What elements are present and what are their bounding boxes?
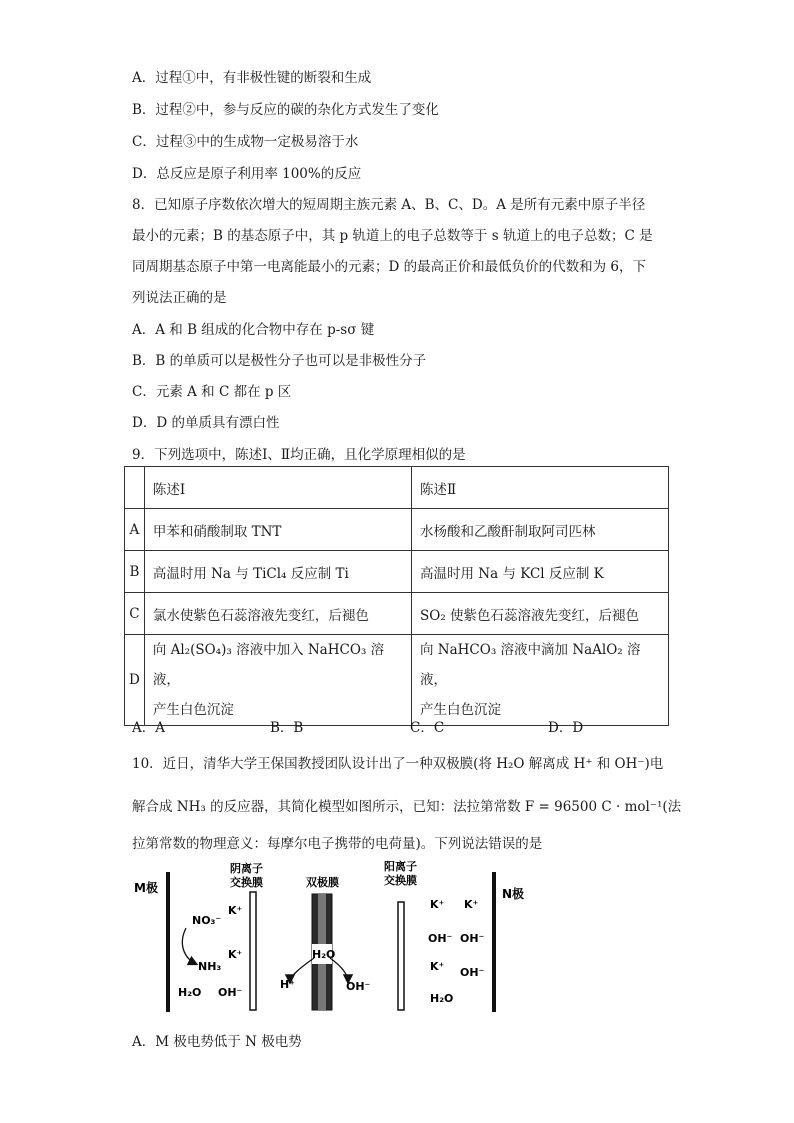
q9-option-a: A．A	[132, 720, 165, 736]
q8-stem-line-3: 同周期基态原子中第一电离能最小的元素；D 的最高正价和最低负价的代数和为 6，下	[132, 259, 646, 275]
q9-stem: 9．下列选项中，陈述Ⅰ、Ⅱ均正确，且化学原理相似的是	[132, 447, 466, 463]
q9-option-c: C．C	[410, 720, 445, 736]
ammonia: NH₃	[198, 960, 222, 973]
reduction-arrow	[182, 928, 196, 964]
bipolar-membrane-label: 双极膜	[306, 876, 339, 889]
anion-exchange-membrane	[250, 892, 256, 1010]
table-cell: 甲苯和硝酸制取 TNT	[144, 509, 411, 551]
cation-membrane-label-1: 阳离子	[384, 860, 417, 873]
cation-membrane-label-2: 交换膜	[384, 874, 417, 887]
q7-option-b: B．过程②中，参与反应的碳的杂化方式发生了变化	[132, 102, 439, 118]
anion-membrane-label-1: 阴离子	[230, 862, 263, 875]
q9-table	[124, 466, 669, 726]
cell-line: 产生白色沉淀	[152, 702, 234, 718]
cell-line: 向 NaHCO₃ 溶液中滴加 NaAlO₂ 溶液，	[420, 642, 641, 688]
cell-line: 向 Al₂(SO₄)₃ 溶液中加入 NaHCO₃ 溶液，	[152, 642, 385, 688]
hydroxide-arrow	[330, 958, 348, 982]
q8-stem-line-1: 8．已知原子序数依次增大的短周期主族元素 A、B、C、D。A 是所有元素中原子半径	[132, 197, 646, 213]
cell-line: 产生白色沉淀	[420, 702, 501, 718]
q7-option-a: A．过程①中，有非极性键的断裂和生成	[132, 70, 372, 86]
q10-option-a: A．M 极电势低于 N 极电势	[132, 1034, 302, 1050]
water-right: H₂O	[430, 992, 454, 1005]
row-label: B	[125, 551, 145, 593]
q8-option-d: D．D 的单质具有漂白性	[132, 415, 280, 431]
potassium-right-1: K⁺	[430, 898, 445, 911]
hydroxide-left: OH⁻	[218, 986, 243, 999]
q8-option-c: C．元素 A 和 C 都在 p 区	[132, 384, 292, 400]
q8-option-a: A．A 和 B 组成的化合物中存在 p-sσ 键	[132, 322, 375, 338]
proton: H⁺	[280, 978, 296, 991]
table-cell: SO₂ 使紫色石蕊溶液先变红，后褪色	[412, 593, 669, 635]
nitrate-ion: NO₃⁻	[192, 914, 222, 927]
table-cell: 水杨酸和乙酸酐制取阿司匹林	[412, 509, 669, 551]
potassium-right-2: K⁺	[464, 898, 479, 911]
table-cell: 高温时用 Na 与 TiCl₄ 反应制 Ti	[144, 551, 411, 593]
hydroxide-right-3: OH⁻	[460, 966, 485, 979]
table-cell: 高温时用 Na 与 KCl 反应制 K	[412, 551, 669, 593]
q7-option-c: C．过程③中的生成物一定极易溶于水	[132, 134, 359, 150]
cation-exchange-membrane	[398, 902, 404, 1010]
table-cell	[144, 635, 411, 726]
table-row	[125, 509, 669, 551]
table-header-row	[125, 467, 669, 509]
anion-membrane-label-2: 交换膜	[230, 876, 263, 889]
q10-stem-line-3: 拉第常数的物理意义：每摩尔电子携带的电荷量)。下列说法错误的是	[132, 836, 543, 852]
q9-option-b: B．B	[270, 720, 304, 736]
table-header-cell	[125, 467, 145, 509]
hydroxide-right-2: OH⁻	[460, 932, 485, 945]
n-electrode	[492, 872, 496, 1012]
q8-option-b: B．B 的单质可以是极性分子也可以是非极性分子	[132, 353, 427, 369]
hydroxide-right-1: OH⁻	[428, 932, 453, 945]
table-cell	[412, 635, 669, 726]
hydroxide-bipolar: OH⁻	[346, 980, 371, 993]
row-label: C	[125, 593, 145, 635]
m-electrode-label: M极	[134, 881, 158, 895]
potassium-left-1: K⁺	[228, 904, 243, 917]
table-row	[125, 635, 669, 726]
q10-stem-line-1: 10．近日，清华大学王保国教授团队设计出了一种双极膜(将 H₂O 解离成 H⁺ 和 OH⁻)电	[132, 756, 664, 772]
q8-stem-line-2: 最小的元素；B 的基态原子中，其 p 轨道上的电子总数等于 s 轨道上的电子总数；C 是	[132, 228, 653, 244]
bipolar-h2o: H₂O	[312, 948, 336, 961]
q10-stem-line-2: 解合成 NH₃ 的反应器，其简化模型如图所示，已知：法拉第常数 F = 96500 C · mol⁻¹(法	[132, 799, 682, 815]
row-label: A	[125, 509, 145, 551]
m-electrode	[166, 872, 170, 1012]
potassium-right-3: K⁺	[430, 960, 445, 973]
table-cell: 氯水使紫色石蕊溶液先变红，后褪色	[144, 593, 411, 635]
q9-option-d: D．D	[548, 720, 584, 736]
electrolysis-diagram	[134, 858, 540, 1018]
table-row	[125, 551, 669, 593]
table-row	[125, 593, 669, 635]
table-header-cell: 陈述Ⅱ	[412, 467, 669, 509]
water-left: H₂O	[178, 986, 202, 999]
q7-option-d: D．总反应是原子利用率 100%的反应	[132, 166, 362, 182]
potassium-left-2: K⁺	[228, 948, 243, 961]
table-header-cell: 陈述Ⅰ	[144, 467, 411, 509]
n-electrode-label: N极	[502, 887, 525, 901]
row-label: D	[125, 635, 145, 726]
q8-stem-line-4: 列说法正确的是	[132, 290, 227, 306]
